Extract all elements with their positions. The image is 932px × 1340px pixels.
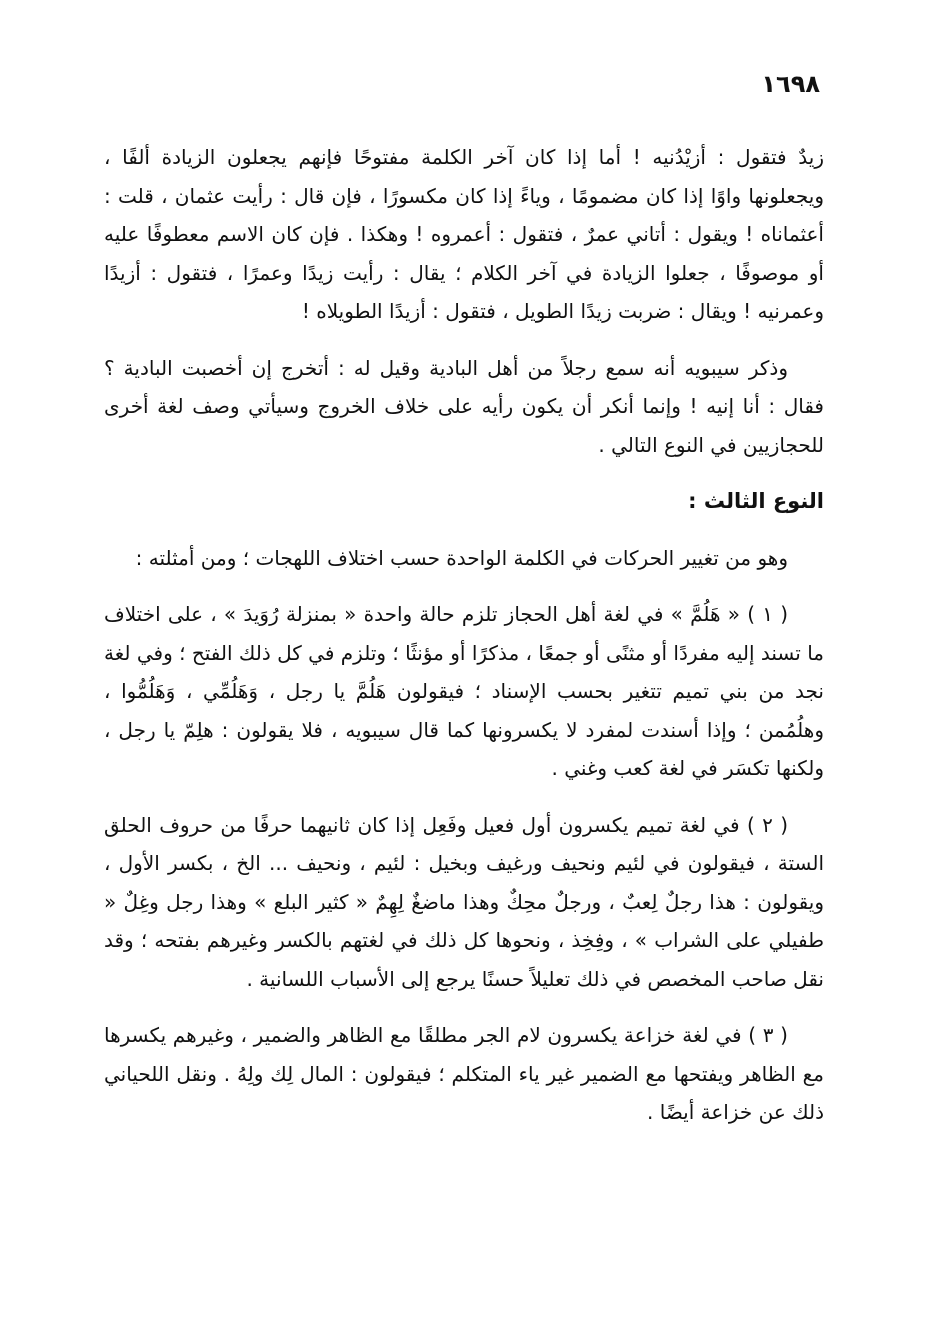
paragraph-6: ( ٣ ) في لغة خزاعة يكسرون لام الجر مطلقًا مع الظاهر والضمير ، وغيرهم يكسرها مع الظاهر ويفتحها مع الضمير غير ياء المتكلم ؛ فيقولون : المال لِك ولِهُ . ونقل اللحياني ذلك عن خزاعة أيضًا .	[104, 1023, 824, 1124]
section-heading: النوع الثالث :	[688, 489, 824, 513]
paragraph-4: ( ١ ) « هَلُمَّ » في لغة أهل الحجاز تلزم حالة واحدة « بمنزلة رُوَيدَ » ، على اختلاف ما تسند إليه مفردًا أو مثنًى أو جمعًا ، مذكرًا أو مؤنثًا ؛ وتلزم في كل ذلك الفتح ؛ وفي لغة نجد من بني تميم تتغير بحسب الإسناد ؛ فيقولون هَلُمَّ يا رجل ، وَهَلُمِّي ، وَهَلُمُّوا ، وهلُمُمن ؛ وإذا أسندت لمفرد لا يكسرونها كما قال سيبويه ، فلا يقولون : هلِمّ يا رجل ، ولكنها تكسَر في لغة كعب وغني .	[104, 602, 824, 780]
paragraph-5: ( ٢ ) في لغة تميم يكسرون أول فعيل وفَعِل إذا كان ثانيهما حرفًا من حروف الحلق الستة ، فيقولون في لئيم ونحيف ورغيف وبخيل : لئيم ، ونحيف ... الخ ، بكسر الأول ، ويقولون : هذا رجلٌ لِعبٌ ، ورجلٌ محِكٌ وهذا ماضغٌ لِهِمٌ « كثير البلع » وهذا رجل وغِلٌ « طفيلي على الشراب » ، وفِخِذ ، ونحوها كل ذلك في لغتهم بالكسر وغيرهم بفتحه ؛ وقد نقل صاحب المخصص في ذلك تعليلاً حسنًا يرجع إلى الأسباب اللسانية .	[104, 812, 824, 991]
paragraph-2: وذكر سيبويه أنه سمع رجلاً من أهل البادية وقيل له : أتخرج إن أخصبت البادية ؟ فقال : أنا إنيه ! وإنما أنكر أن يكون رأيه على خلاف الخروج وسيأتي وصف لغة أخرى للحجازيين في النوع التالي .	[104, 355, 824, 457]
paragraph-3: وهو من تغيير الحركات في الكلمة الواحدة حسب اختلاف اللهجات ؛ ومن أمثلته :	[135, 545, 788, 570]
page-number: ١٦٩٨	[761, 70, 820, 98]
page-body	[104, 138, 824, 1150]
paragraph-1: زيدٌ فتقول : أزيْدُنيه ! أما إذا كان آخر الكلمة مفتوحًا فإنهم يجعلون الزيادة ألفًا ، ويجعلونها واوًا إذا كان مضمومًا ، وياءً إذا كان مكسورًا ، فإن قال : رأيت عثمان ، قلت : أعثماناه ! ويقول : أتاني عمرٌ ، فتقول : أعمروه ! وهكذا . فإن كان الاسم معطوفًا عليه أو موصوفًا ، جعلوا الزيادة في آخر الكلام ؛ يقال : رأيت زيدًا وعمرًا ، فتقول : أزيدًا وعمرنيه ! ويقال : ضربت زيدًا الطويل ، فتقول : أزيدًا الطويلاه !	[104, 145, 824, 323]
